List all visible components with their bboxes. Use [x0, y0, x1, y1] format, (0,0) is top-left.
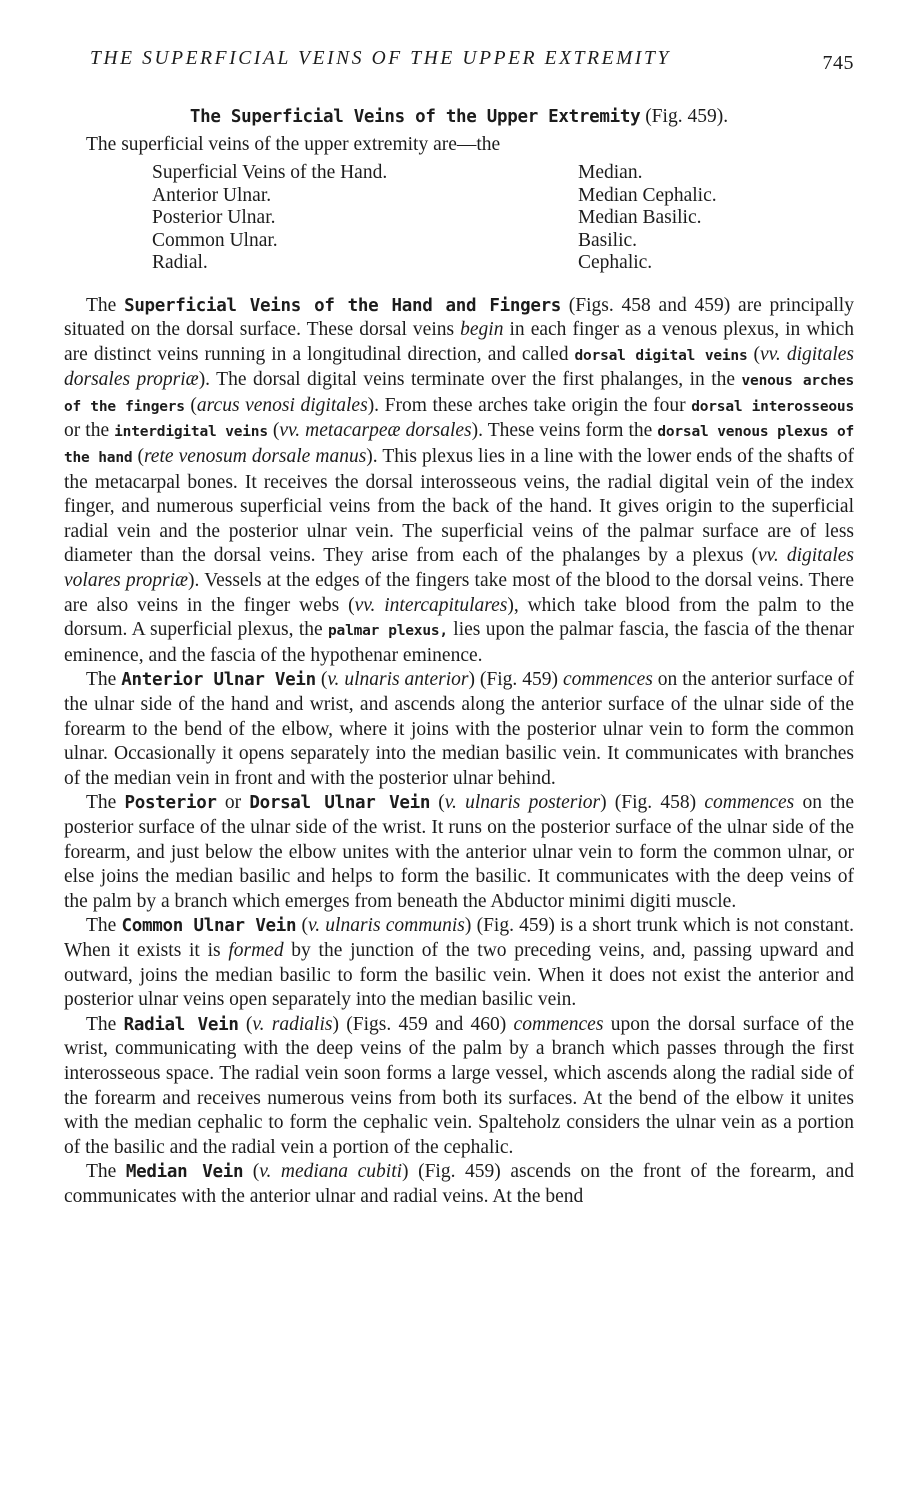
text-run: The — [86, 669, 122, 691]
section-heading-bold: The Superficial Veins of the Upper Extremity — [189, 107, 641, 127]
paragraph-posterior-ulnar — [64, 791, 854, 914]
term-bold: dorsal digital veins — [574, 347, 748, 364]
text-run: ), which take blood from the palm to the dorsum. A superficial plexus, the — [64, 594, 854, 641]
paragraph-common-ulnar — [64, 914, 854, 1012]
text-run: upon the dorsal surface of the wrist, communicating with the deep veins of the palm by a branch which passes through the first interosseous space. The radial vein soon forms a large vessel, which ascends along the radial side of the forearm and receives numerous veins from both its surfaces. At the bend of the elbow it unites with the median cephalic to form the cephalic vein. Spalteholz considers the ulnar vein as a portion of the basilic and the radial vein a portion of the cephalic. — [64, 1013, 854, 1158]
vein-heading: Posterior — [124, 793, 217, 814]
latin-term: v. radialis — [252, 1013, 333, 1035]
text-run: ). These veins form the — [471, 420, 658, 442]
vein-heading: Dorsal Ulnar Vein — [249, 793, 431, 814]
section-heading — [64, 106, 854, 128]
text-run: ). The dorsal digital veins terminate over the first phalanges, in the — [198, 369, 742, 391]
text-run: ) (Fig. 459) — [468, 669, 563, 691]
text-run: ). Vessels at the edges of the fingers take most of the blood to the dorsal veins. There are also veins in the finger webs ( — [64, 570, 855, 616]
paragraph-median-vein — [64, 1160, 854, 1209]
text-run: (Figs. 458 and 459) are principally situated on the dorsal surface. These dorsal veins — [64, 294, 854, 341]
text-run: The — [86, 792, 125, 814]
latin-term: vv. intercapitulares — [354, 594, 508, 616]
book-page — [64, 42, 854, 1209]
paragraph-radial-vein — [64, 1013, 854, 1161]
text-run: ( — [243, 1161, 260, 1183]
text-run: ( — [430, 792, 445, 814]
intro-line: The superficial veins of the upper extremity are—the — [86, 134, 501, 155]
latin-term: commences — [513, 1013, 604, 1035]
running-head — [64, 42, 854, 76]
text-run: ) (Figs. 459 and 460) — [332, 1013, 514, 1035]
paragraph-hand-fingers — [64, 294, 854, 669]
veins-list-item: Median Cephalic. — [578, 184, 717, 206]
text-run: ) (Fig. 458) — [600, 792, 705, 814]
latin-term: begin — [460, 319, 504, 341]
term-bold: venous arches of the fingers — [64, 373, 855, 415]
term-bold: dorsal interosseous — [691, 398, 854, 415]
text-run: ( — [296, 915, 308, 937]
latin-term: vv. metacarpeæ dorsales — [279, 420, 472, 442]
text-run: The — [86, 294, 125, 316]
vein-heading: Radial Vein — [123, 1014, 239, 1035]
latin-term: arcus venosi digitales — [196, 394, 368, 416]
latin-term: v. mediana cubiti — [259, 1161, 403, 1183]
text-run: by the junction of the two preceding veins, and, passing upward and outward, joins the median basilic to form the basilic vein. When it does not exist the anterior and posterior ulnar veins open separately into the median basilic vein. — [64, 939, 854, 1011]
latin-term: vv. digitales volares propriæ — [64, 545, 854, 592]
latin-term: v. ulnaris anterior — [327, 669, 469, 691]
text-run: The — [86, 1161, 126, 1183]
section-heading-rest: (Fig. 459). — [640, 106, 729, 127]
text-run: ( — [184, 394, 197, 416]
running-head-title: THE SUPERFICIAL VEINS OF THE UPPER EXTREMITY — [90, 48, 671, 69]
text-run: ). This plexus lies in a line with the lower ends of the shafts of the metacarpal bones. It receives the dorsal interosseous veins, the radial digital vein of the index finger, and numerous superficial veins from the back of the hand. It gives origin to the superficial radial vein and the posterior ulnar vein. The superficial veins of the palmar surface are of less diameter than the dorsal veins. They arise from each of the phalanges by a plexus ( — [64, 446, 854, 567]
term-bold: interdigital veins — [114, 424, 268, 441]
text-run: in each finger as a venous plexus, in which are distinct veins running in a longitudinal direction, and called — [64, 319, 854, 365]
veins-list-item: Posterior Ulnar. — [152, 207, 276, 228]
veins-list-item: Median. — [578, 162, 643, 183]
term-bold: dorsal venous plexus of the hand — [64, 424, 855, 467]
text-run: ( — [315, 669, 328, 691]
text-run: lies upon the palmar fascia, the fascia of the thenar eminence, and the fascia of the hypothenar eminence. — [64, 619, 854, 666]
veins-list-item: Common Ulnar. — [152, 229, 278, 251]
text-run: ( — [267, 420, 280, 442]
latin-term: v. ulnaris posterior — [444, 792, 601, 814]
latin-term: commences — [704, 792, 795, 814]
veins-list — [152, 162, 854, 275]
page-number: 745 — [822, 52, 854, 74]
latin-term: vv. digitales dorsales propriæ — [64, 343, 854, 391]
text-run: The — [86, 1013, 124, 1035]
text-run: or the — [64, 420, 115, 442]
text-run: on the posterior surface of the ulnar side of the wrist. It runs on the posterior surface of the ulnar side of the forearm, and just below the elbow unites with the anterior ulnar vein to form the common ulnar, or else joins the median basilic and helps to form the basilic. It communicates with the deep veins of the palm by a branch which emerges from beneath the Abductor minimi digiti muscle. — [64, 792, 854, 912]
veins-list-item: Cephalic. — [578, 252, 653, 273]
veins-list-item: Median Basilic. — [578, 207, 702, 228]
latin-term: formed — [228, 939, 284, 961]
vein-heading: Median Vein — [125, 1162, 244, 1183]
veins-list-item: Basilic. — [578, 229, 638, 251]
vein-heading: Anterior Ulnar Vein — [121, 670, 316, 691]
latin-term: v. ulnaris communis — [307, 915, 465, 937]
text-run: ). From these arches take origin the four — [367, 394, 692, 416]
text-run: ) (Fig. 459) ascends on the front of the forearm, and communicates with the anterior ulnar and radial veins. At the bend — [64, 1161, 854, 1207]
text-run: ( — [132, 446, 144, 468]
text-run: ( — [747, 343, 761, 365]
text-run: ( — [238, 1013, 253, 1035]
text-run: on the anterior surface of the ulnar side of the hand and wrist, and ascends along the anterior surface of the ulnar side of the forearm to the bend of the elbow, where it joins with the posterior ulnar vein to form the common ulnar. Occasionally it opens separately into the median basilic vein. It communicates with branches of the median vein in front and with the posterior ulnar behind. — [64, 669, 855, 789]
latin-term: rete venosum dorsale manus — [143, 446, 367, 468]
latin-term: commences — [562, 669, 653, 691]
text-run: The — [86, 915, 122, 937]
term-bold: palmar plexus, — [328, 623, 448, 640]
veins-list-item: Superficial Veins of the Hand. — [152, 162, 388, 183]
paragraph-anterior-ulnar — [64, 668, 854, 791]
text-run: ) (Fig. 459) is a short trunk which is not constant. When it exists it is — [64, 915, 854, 961]
vein-heading: Superficial Veins of the Hand and Fingers — [124, 295, 562, 316]
veins-list-item: Anterior Ulnar. — [152, 184, 272, 206]
veins-list-item: Radial. — [152, 252, 208, 273]
vein-heading: Common Ulnar Vein — [121, 916, 297, 937]
text-run: or — [216, 792, 250, 814]
